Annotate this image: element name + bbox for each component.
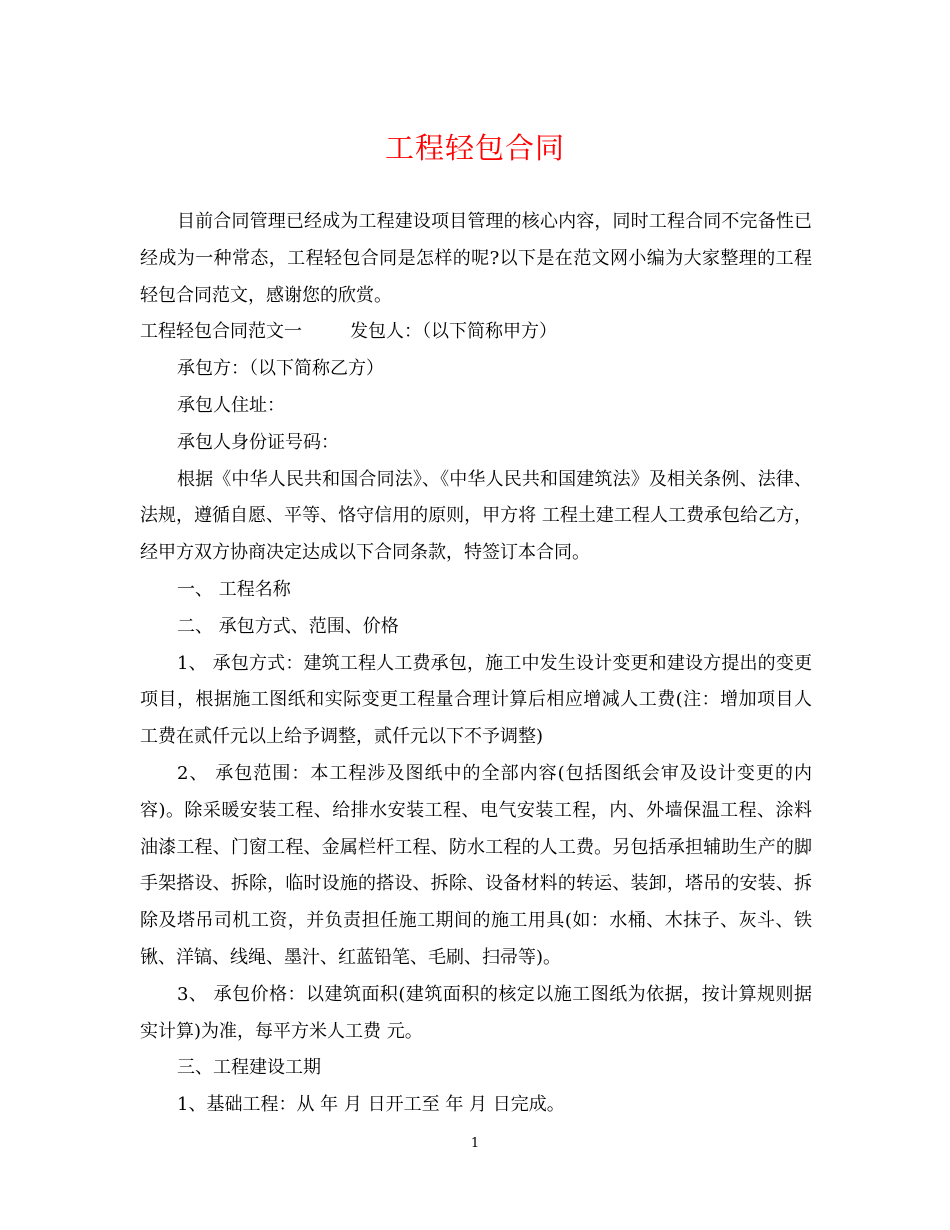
item-2-2-paragraph: 2、 承包范围：本工程涉及图纸中的全部内容(包括图纸会审及设计变更的内容)。除采暖安装工程、给排水安装工程、电气安装工程，内、外墙保温工程、涂料油漆工程、门窗工程、金属栏杆工程、防水工程的人工费。另包括承担辅助生产的脚手架搭设、拆除，临时设施的搭设、拆除、设备材料的转运、装卸，塔吊的安装、拆除及塔吊司机工资，并负责担任施工期间的施工用具(如：水桶、木抹子、灰斗、铁锹、洋镐、线绳、墨汁、红蓝铅笔、毛刷、扫帚等)。 <box>140 762 812 968</box>
employer-line: 发包人：（以下简称甲方） <box>350 321 557 343</box>
document-title: 工程轻包合同 <box>384 131 565 165</box>
sample-heading: 工程轻包合同范文一 <box>140 321 302 343</box>
page-number: 1 <box>470 1136 480 1151</box>
section-1-heading: 一、 工程名称 <box>177 578 291 600</box>
section-2-heading: 二、 承包方式、范围、价格 <box>177 615 399 637</box>
basis-paragraph: 根据《中华人民共和国合同法》、《中华人民共和国建筑法》及相关条例、法律、法规，遵循自愿、平等、恪守信用的原则，甲方将 工程土建工程人工费承包给乙方，经甲方双方协商决定达成以下合同条款，特签订本合同。 <box>140 468 812 564</box>
sample-heading-line <box>140 314 812 351</box>
section-3-heading: 三、工程建设工期 <box>177 1057 321 1079</box>
contractor-id: 承包人身份证号码： <box>177 431 339 453</box>
intro-paragraph: 目前合同管理已经成为工程建设项目管理的核心内容，同时工程合同不完备性已经成为一种常态，工程轻包合同是怎样的呢?以下是在范文网小编为大家整理的工程轻包合同范文，感谢您的欣赏。 <box>140 211 812 306</box>
item-2-1-paragraph: 1、 承包方式：建筑工程人工费承包，施工中发生设计变更和建设方提出的变更项目，根据施工图纸和实际变更工程量合理计算后相应增减人工费(注：增加项目人工费在贰仟元以上给予调整，贰仟元以下不予调整) <box>140 652 812 748</box>
contractor-line: 承包方：（以下简称乙方） <box>177 358 384 380</box>
contractor-address: 承包人住址： <box>177 394 285 416</box>
item-2-3-paragraph: 3、 承包价格：以建筑面积(建筑面积的核定以施工图纸为依据，按计算规则据实计算)为准，每平方米人工费 元。 <box>140 983 812 1042</box>
document-body <box>140 204 812 1124</box>
item-3-1-paragraph: 1、基础工程：从 年 月 日开工至 年 月 日完成。 <box>177 1094 565 1116</box>
